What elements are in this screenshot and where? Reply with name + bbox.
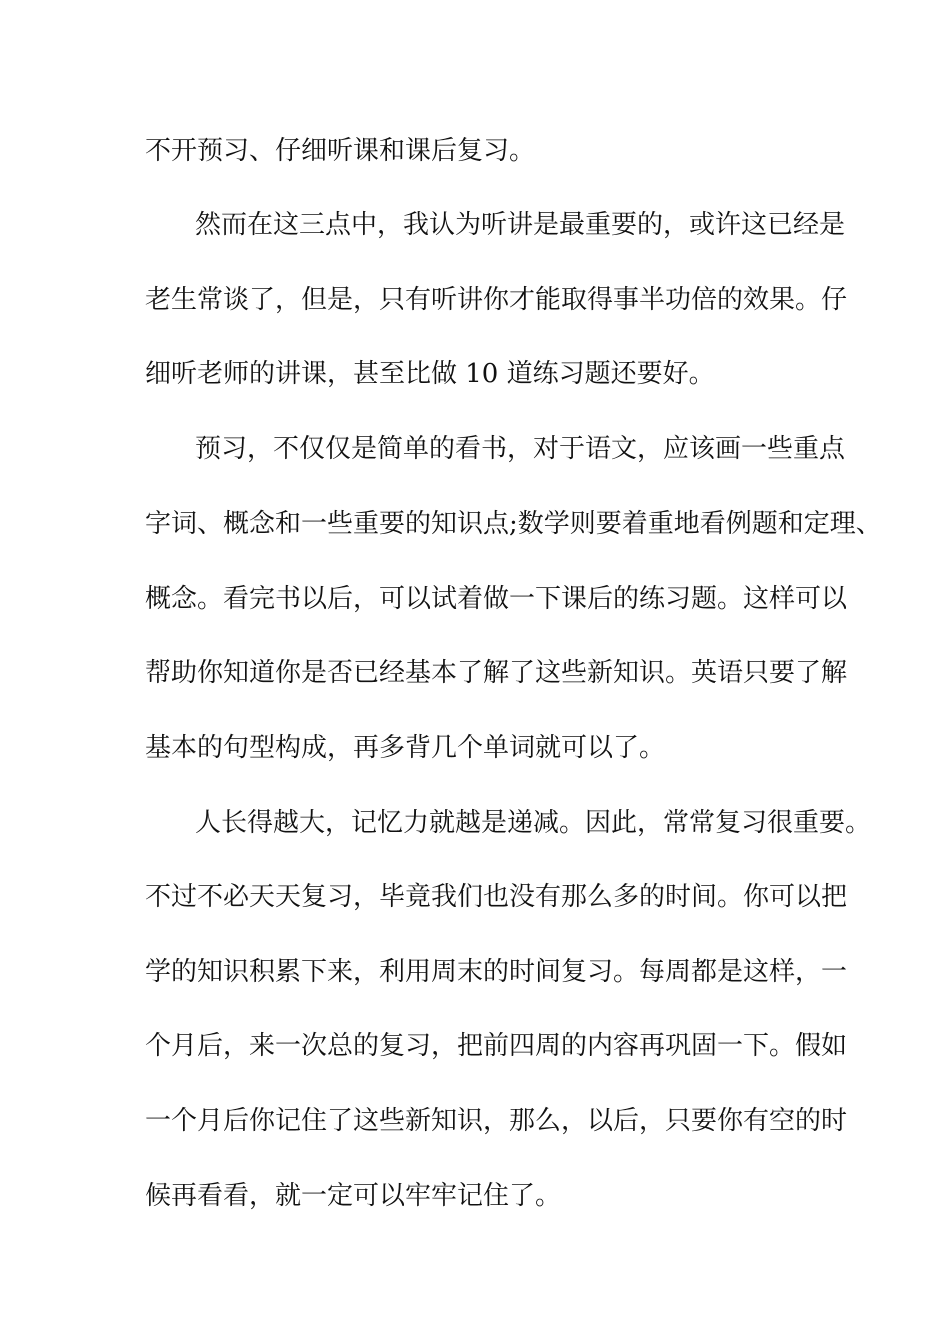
- text-line-3: 老生常谈了，但是，只有听讲你才能取得事半功倍的效果。仔: [145, 285, 848, 315]
- text-line-12: 学的知识积累下来，利用周末的时间复习。每周都是这样，一: [145, 957, 848, 987]
- text-line-6: 字词、概念和一些重要的知识点;数学则要着重地看例题和定理、: [145, 509, 882, 539]
- text-line-1: 不开预习、仔细听课和课后复习。: [145, 136, 536, 166]
- text-line-14: 一个月后你记住了这些新知识，那么，以后，只要你有空的时: [145, 1106, 848, 1136]
- text-line-2: 然而在这三点中，我认为听讲是最重要的，或许这已经是: [195, 210, 846, 240]
- text-line-11: 不过不必天天复习，毕竟我们也没有那么多的时间。你可以把: [145, 882, 848, 912]
- text-line-5: 预习，不仅仅是简单的看书，对于语文，应该画一些重点: [195, 434, 846, 464]
- text-line-7: 概念。看完书以后，可以试着做一下课后的练习题。这样可以: [145, 584, 848, 614]
- text-line-8: 帮助你知道你是否已经基本了解了这些新知识。英语只要了解: [145, 658, 848, 688]
- text-line-10: 人长得越大，记忆力就越是递减。因此，常常复习很重要。: [195, 808, 872, 838]
- text-line-13: 个月后，来一次总的复习，把前四周的内容再巩固一下。假如: [145, 1031, 848, 1061]
- text-line-4: 细听老师的讲课，甚至比做 10 道练习题还要好。: [145, 359, 715, 389]
- text-line-15: 候再看看，就一定可以牢牢记住了。: [145, 1181, 562, 1211]
- text-line-9: 基本的句型构成，再多背几个单词就可以了。: [145, 733, 666, 763]
